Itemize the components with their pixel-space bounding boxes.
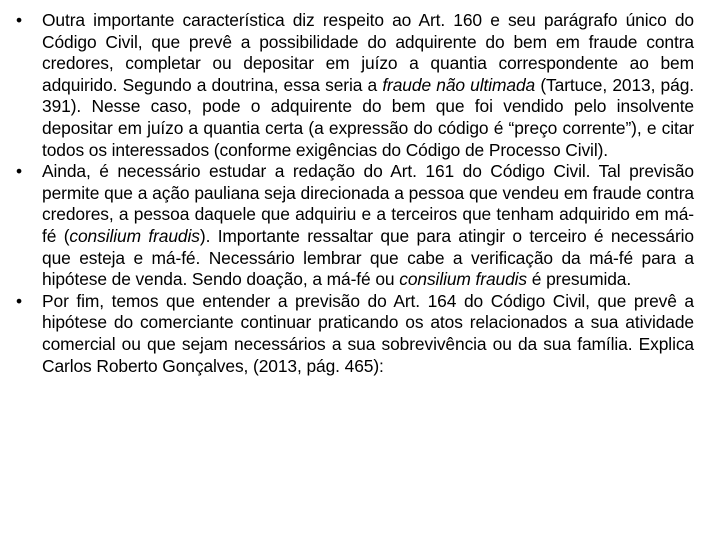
bullet-text-segment: é presumida. bbox=[527, 269, 632, 290]
bullet-text-segment: Outra importante característica diz respeito ao Art. 160 e seu parágrafo único do Código Civil, que prevê a possibilidade do adquirente do bem em fraude contra credores, completar ou depositar em juízo a quantia correspondente ao bem adquirido. Segundo a doutrina, essa seria a bbox=[42, 10, 694, 95]
bullet-item bbox=[14, 291, 694, 377]
bullet-text-segment: (Tartuce, 2013, pág. 391). Nesse caso, pode o adquirente do bem que foi vendido pelo insolvente depositar em juízo a quantia certa (a expressão do código é “preço corrente”), e citar todos os interessados (conforme exigências do Código de Processo Civil). bbox=[42, 74, 695, 160]
bullet-text-segment: ). Importante ressaltar que para atingir o terceiro é necessário que esteja e má-fé. Necessário lembrar que cabe a verificação da má-fé para a hipótese de venda. Sendo doação, a má-fé ou bbox=[42, 225, 694, 290]
bullet-icon: • bbox=[16, 10, 22, 30]
bullet-text-italic: fraude não ultimada bbox=[382, 74, 536, 95]
bullet-text-italic: consilium fraudis bbox=[399, 269, 528, 290]
bullet-item bbox=[14, 10, 694, 161]
bullet-icon: • bbox=[16, 290, 22, 311]
bullet-text-segment: Ainda, é necessário estudar a redação do Art. 161 do Código Civil. Tal previsão permite que a ação pauliana seja direcionada a pessoa que vendeu em fraude contra credores, a pessoa daquele que adquiriu e a terceiros que tenham adquirido em má-fé ( bbox=[42, 161, 694, 246]
bullet-text-segment: Por fim, temos que entender a previsão do Art. 164 do Código Civil, que prevê a hipótese do comerciante continuar praticando os atos relacionados a sua atividade comercial ou que sejam necessários a sua sobrevivência ou da sua família. Explica Carlos Roberto Gonçalves, (2013, pág. 465): bbox=[42, 290, 694, 376]
bullet-icon: • bbox=[16, 161, 22, 182]
bullet-text-italic: consilium fraudis bbox=[69, 225, 200, 246]
bullet-list bbox=[14, 10, 694, 377]
bullet-item bbox=[14, 161, 694, 291]
